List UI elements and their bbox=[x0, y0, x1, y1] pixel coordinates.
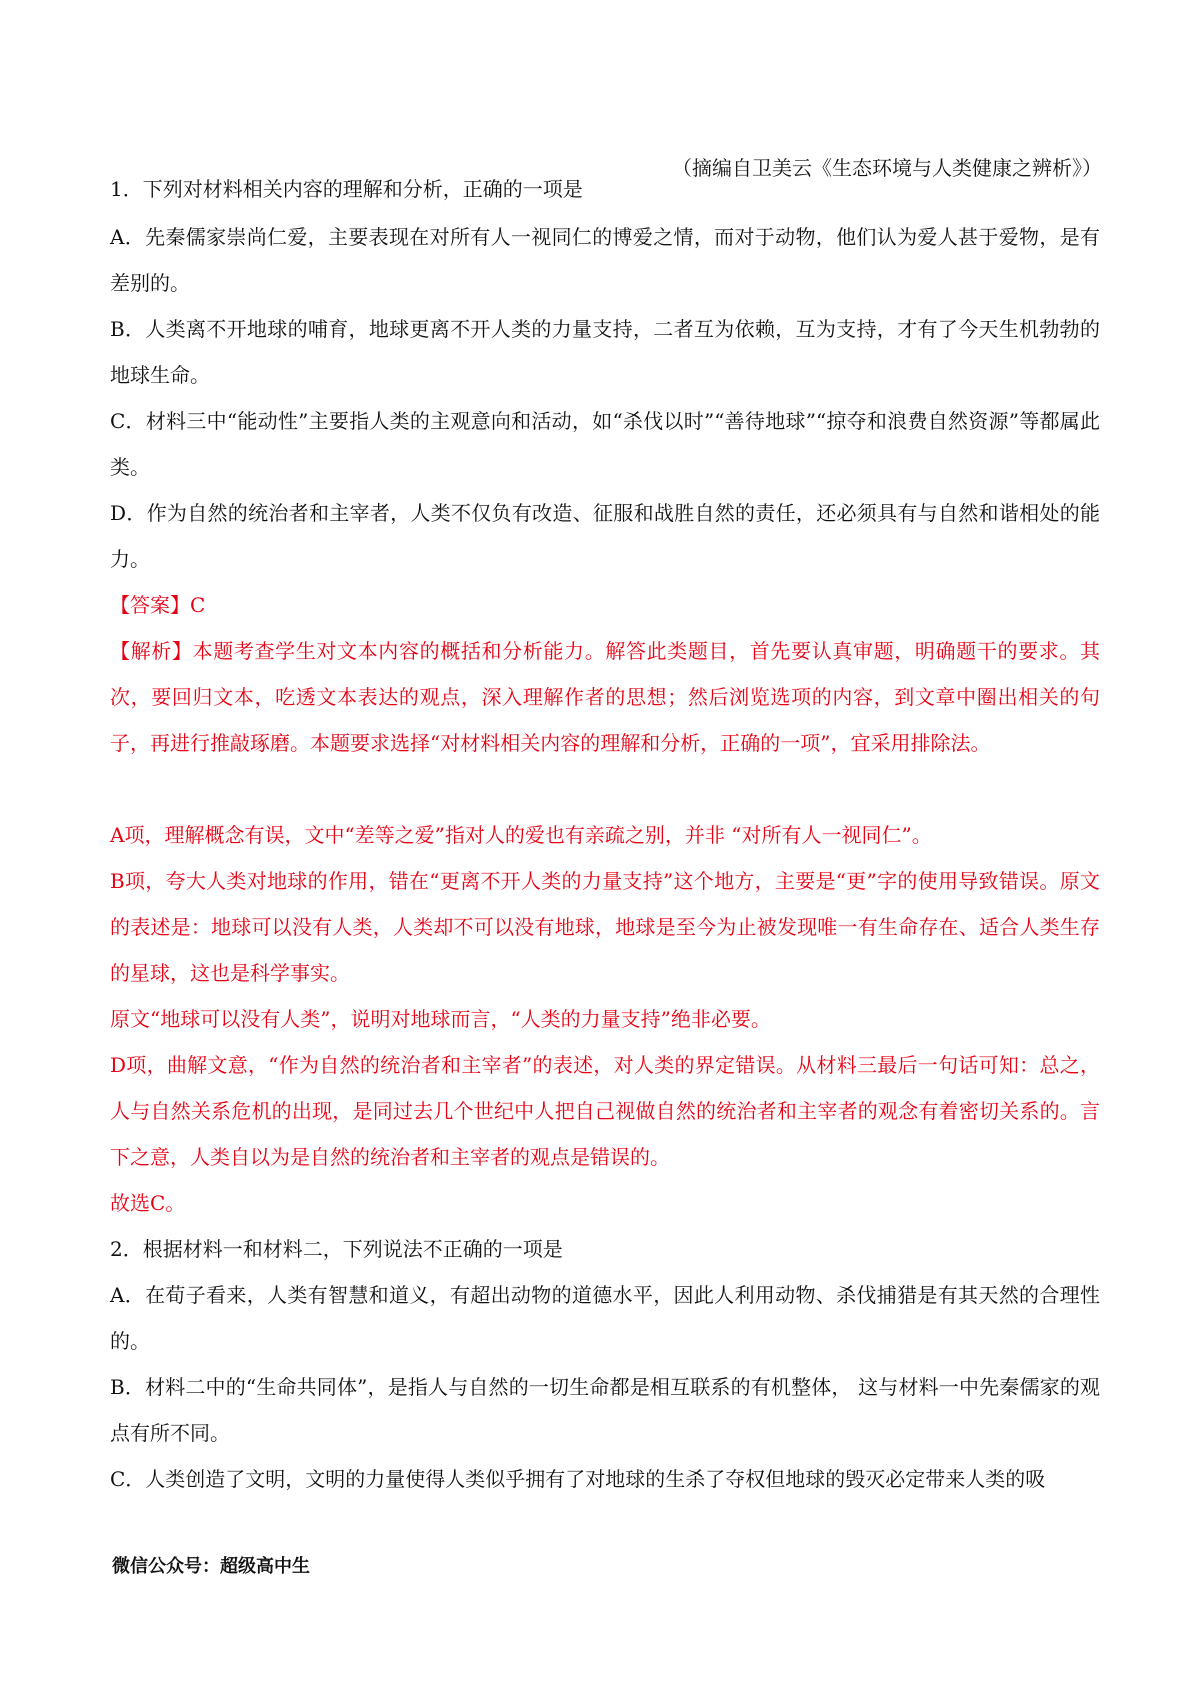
analysis-text: 本题考查学生对文本内容的概括和分析能力。解答此类题目，首先要认真审题，明确题干的要求。其次，要回归文本，吃透文本表达的观点，深入理解作者的思想；然后浏览选项的内容，到文章中圈出相关的句子，再进行推敲琢磨。本题要求选择“对材料相关内容的理解和分析，正确的一项”，宜采用排除法。 bbox=[110, 639, 1101, 755]
question-1-option-a: A．先秦儒家崇尚仁爱，主要表现在对所有人一视同仁的博爱之情，而对于动物，他们认为爱人甚于爱物，是有差别的。 bbox=[110, 225, 1100, 295]
analysis-label: 【解析】 bbox=[110, 639, 193, 663]
question-1-option-b: B．人类离不开地球的哺育，地球更离不开人类的力量支持，二者互为依赖，互为支持，才有了今天生机勃勃的地球生命。 bbox=[110, 317, 1100, 387]
question-1-option-c: C．材料三中“能动性”主要指人类的主观意向和活动，如“杀伐以时”“善待地球”“掠夺和浪费自然资源”等都属此类。 bbox=[110, 409, 1100, 479]
analysis-option-b-note: B项，夸大人类对地球的作用，错在“更离不开人类的力量支持”这个地方，主要是“更”字的使用导致错误。原文的表述是：地球可以没有人类，人类却不可以没有地球，地球是至今为止被发现唯一有生命存在、适合人类生存的星球，这也是科学事实。 bbox=[110, 869, 1100, 985]
question-1-answer bbox=[110, 582, 1100, 628]
question-1-option-d: D．作为自然的统治者和主宰者，人类不仅负有改造、征服和战胜自然的责任，还必须具有与自然和谐相处的能力。 bbox=[110, 501, 1100, 571]
source-citation: （摘编自卫美云《生态环境与人类健康之辨析》） bbox=[672, 156, 1102, 180]
analysis-conclusion: 故选C。 bbox=[110, 1191, 186, 1215]
question-2-option-b: B．材料二中的“生命共同体”，是指人与自然的一切生命都是相互联系的有机整体， 这与材料一中先秦儒家的观点有所不同。 bbox=[110, 1375, 1100, 1445]
question-2-option-c: C．人类创造了文明，文明的力量使得人类似乎拥有了对地球的生杀了夺权但地球的毁灭必定带来人类的吸 bbox=[110, 1467, 1046, 1491]
question-2-option-a: A．在荀子看来，人类有智慧和道义，有超出动物的道德水平，因此人利用动物、杀伐捕猎是有其天然的合理性的。 bbox=[110, 1283, 1100, 1353]
question-1-analysis bbox=[110, 628, 1100, 766]
question-1-stem: 1．下列对材料相关内容的理解和分析，正确的一项是 bbox=[110, 177, 583, 201]
footer-wechat-account: 微信公众号：超级高中生 bbox=[112, 1556, 310, 1577]
answer-value: C bbox=[190, 593, 206, 617]
analysis-original-note: 原文“地球可以没有人类”，说明对地球而言，“人类的力量支持”绝非必要。 bbox=[110, 1007, 771, 1031]
analysis-option-a-note: A项，理解概念有误，文中“差等之爱”指对人的爱也有亲疏之别，并非 “对所有人一视同仁”。 bbox=[110, 823, 932, 847]
answer-label: 【答案】 bbox=[110, 593, 190, 617]
question-2-stem: 2．根据材料一和材料二，下列说法不正确的一项是 bbox=[110, 1237, 563, 1261]
analysis-option-d-note: D项，曲解文意，“作为自然的统治者和主宰者”的表述，对人类的界定错误。从材料三最后一句话可知：总之，人与自然关系危机的出现，是同过去几个世纪中人把自己视做自然的统治者和主宰者的观念有着密切关系的。言下之意，人类自以为是自然的统治者和主宰者的观点是错误的。 bbox=[110, 1053, 1100, 1169]
